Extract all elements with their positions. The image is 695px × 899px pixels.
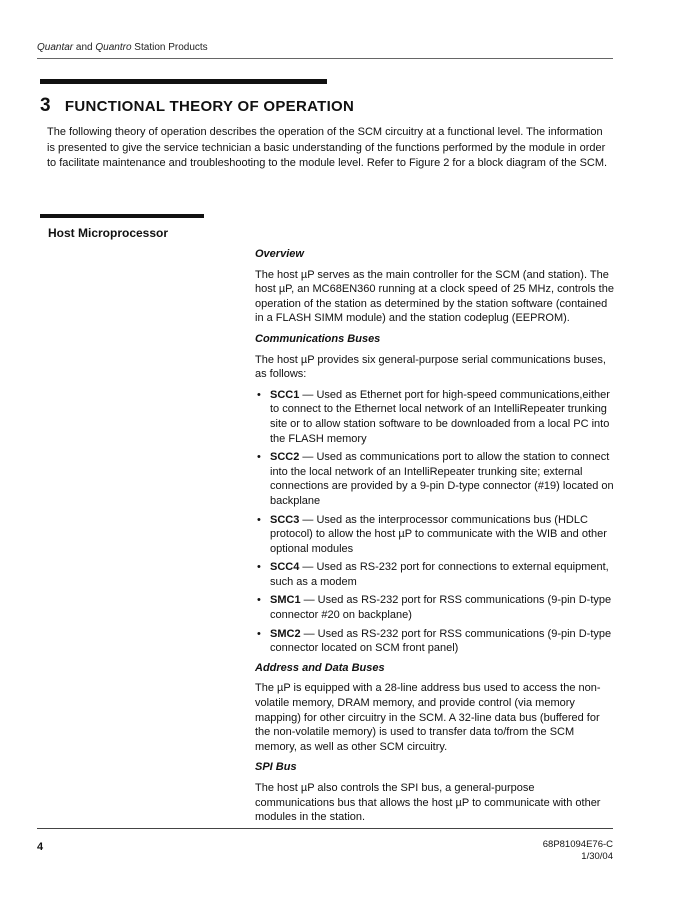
bullet-icon: • <box>257 513 261 526</box>
main-column <box>255 247 615 831</box>
bus-name: SMC1 <box>270 594 301 607</box>
bullet-icon: • <box>257 594 261 607</box>
section-bar <box>40 214 204 218</box>
bus-desc: — Used as RS-232 port for connections to external equipment, such as a modem <box>270 561 609 588</box>
bus-name: SCC4 <box>270 561 300 574</box>
bus-name: SCC1 <box>270 388 300 401</box>
chapter-bar <box>40 79 327 84</box>
address-data-heading: Address and Data Buses <box>255 661 385 674</box>
doc-date: 1/30/04 <box>581 851 613 862</box>
bus-name: SCC2 <box>270 451 300 464</box>
list-item <box>255 627 615 656</box>
bus-desc: — Used as the interprocessor communications bus (HDLC protocol) to allow the host µP to communicate with the WIB and other optional modules <box>270 513 607 555</box>
chapter-number: 3 <box>40 95 51 116</box>
list-item <box>255 450 615 508</box>
comm-buses-heading: Communications Buses <box>255 332 381 345</box>
bus-desc: — Used as Ethernet port for high-speed communications,either to connect to the Ethernet local network of an IntelliRepeater trunking site or to allow station software to be downloaded from a local PC into the FLASH memory <box>270 388 610 445</box>
list-item <box>255 513 615 557</box>
list-item <box>255 388 615 446</box>
bullet-icon: • <box>257 627 261 640</box>
bus-name: SMC2 <box>270 627 301 640</box>
section-heading: Host Microprocessor <box>48 226 169 240</box>
overview-text: The host µP serves as the main controller for the SCM (and station). The host µP, an MC68EN360 running at a clock speed of 25 MHz, controls the operation of the station as determined by the station software (contained in a FLASH SIMM module) and the station codeplug (EEPROM). <box>255 268 614 325</box>
header-rule <box>37 58 613 59</box>
chapter-heading <box>40 95 354 117</box>
running-title-rest: Station Products <box>131 42 208 53</box>
footer-rule <box>37 828 613 829</box>
bullet-icon: • <box>257 388 261 401</box>
comm-buses-text: The host µP provides six general-purpose serial communications buses, as follows: <box>255 353 606 381</box>
overview-heading: Overview <box>255 248 304 260</box>
chapter-title: FUNCTIONAL THEORY OF OPERATION <box>64 98 355 115</box>
running-header <box>37 42 208 53</box>
bus-desc: — Used as RS-232 port for RSS communications (9-pin D-type connector #20 on backplane) <box>270 594 612 622</box>
running-title-and: and <box>73 42 96 53</box>
chapter-intro: The following theory of operation describes the operation of the SCM circuitry at a functional level. The information is presented to give the service technician a basic understanding of the functions performed by the module in order to facilitate maintenance and troubleshooting to the module level. Refer to Figure 2 for a block diagram of the SCM. <box>47 126 608 169</box>
bus-desc: — Used as RS-232 port for RSS communications (9-pin D-type connector located on SCM front panel) <box>270 627 612 655</box>
doc-number: 68P81094E76-C <box>542 839 613 850</box>
running-title-part-2: Quantro <box>95 42 132 53</box>
bus-name: SCC3 <box>270 513 300 526</box>
list-item <box>255 593 615 622</box>
page-number: 4 <box>37 841 44 853</box>
bullet-icon: • <box>257 451 261 464</box>
address-data-text: The µP is equipped with a 28-line address bus used to access the non-volatile memory, DRAM memory, and provide control (via memory mapping) for other circuitry in the SCM. A 32-line data bus (buffered for the non-volatile memory) is used to transfer data to/from the SCM memory, as well as other SCM circuitry. <box>255 682 601 753</box>
list-item <box>255 560 615 589</box>
bullet-icon: • <box>257 561 261 574</box>
spi-bus-heading: SPI Bus <box>255 761 297 774</box>
bus-desc: — Used as communications port to allow the station to connect into the local network of an IntelliRepeater trunking site; external connections are provided by a 9-pin D-type connector (#19) located on backplane <box>270 451 614 507</box>
comm-buses-list <box>255 388 615 656</box>
running-title-part-1: Quantar <box>37 42 74 53</box>
document-id <box>543 839 613 863</box>
spi-bus-text: The host µP also controls the SPI bus, a general-purpose communications bus that allows the host µP to communicate with other modules in the station. <box>255 782 601 824</box>
